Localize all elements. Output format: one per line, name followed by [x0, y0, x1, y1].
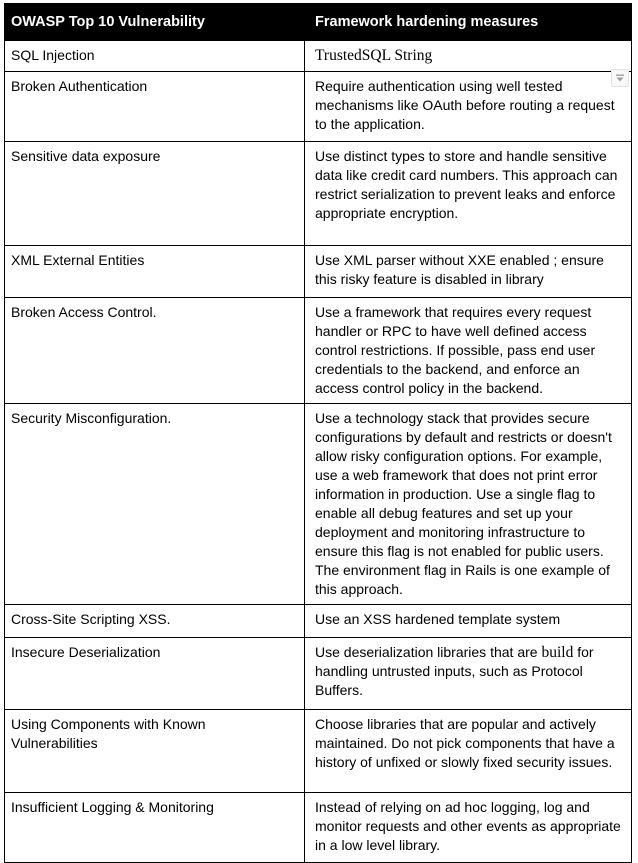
table-row [5, 638, 632, 710]
vulnerability-cell: Insufficient Logging & Monitoring [5, 793, 305, 863]
table-row [5, 793, 632, 863]
header-cell-measures: Framework hardening measures [305, 4, 632, 41]
table-row [5, 246, 632, 298]
measure-text: for handling untrusted inputs, such as Protocol Buffers. [315, 644, 594, 698]
measure-text-serif: TrustedSQL String [315, 47, 433, 64]
vulnerability-cell: Cross-Site Scripting XSS. [5, 605, 305, 638]
table-row [5, 72, 632, 142]
vulnerability-cell: Security Misconfiguration. [5, 404, 305, 605]
table-header-row [5, 4, 632, 41]
vulnerability-cell: SQL Injection [5, 41, 305, 72]
collapsed-comment-button[interactable] [611, 69, 629, 87]
measure-text: Require authentication using well tested mechanisms like OAuth before routing a request to the application. [315, 78, 615, 132]
vulnerability-cell: Broken Authentication [5, 72, 305, 142]
table-row [5, 298, 632, 404]
table-row [5, 404, 632, 605]
owasp-hardening-table [4, 3, 632, 863]
measure-text: Use XML parser without XXE enabled ; ensure this risky feature is disabled in library [315, 252, 604, 287]
measure-text: Choose libraries that are popular and actively maintained. Do not pick components that have a history of unfixed or slowly fixed security issues. [315, 716, 615, 770]
table-row [5, 41, 632, 72]
measure-cell [305, 246, 632, 298]
measure-cell [305, 638, 632, 710]
measure-text-serif: build [541, 644, 574, 661]
table-row [5, 710, 632, 793]
vulnerability-cell: XML External Entities [5, 246, 305, 298]
measure-cell [305, 710, 632, 793]
vulnerability-cell: Using Components with Known Vulnerabilities [5, 710, 305, 793]
measure-text: Use an XSS hardened template system [315, 611, 561, 627]
measure-cell [305, 605, 632, 638]
measure-cell [305, 41, 632, 72]
vulnerability-cell: Sensitive data exposure [5, 142, 305, 246]
measure-text: Use a technology stack that provides secure configurations by default and restricts or doesn't allow risky configuration options. For example, use a web framework that does not print error information in production. Use a single flag to enable all debug features and set up your deployment and monitoring infrastructure to ensure this flag is not enabled for public users. The environment flag in Rails is one example of this approach. [315, 410, 612, 597]
table-row [5, 605, 632, 638]
vulnerability-cell: Insecure Deserialization [5, 638, 305, 710]
table-row [5, 142, 632, 246]
header-cell-vulnerability: OWASP Top 10 Vulnerability [5, 4, 305, 41]
measure-text: Use distinct types to store and handle sensitive data like credit card numbers. This approach can restrict serialization to prevent leaks and enforce appropriate encryption. [315, 148, 618, 221]
measure-cell [305, 298, 632, 404]
collapse-arrow-icon [614, 72, 626, 84]
measure-text: Instead of relying on ad hoc logging, log and monitor requests and other events as appropriate in a low level library. [315, 799, 621, 853]
measure-cell [305, 793, 632, 863]
measure-cell [305, 72, 632, 142]
measure-text: Use deserialization libraries that are [315, 644, 542, 660]
measure-cell [305, 142, 632, 246]
measure-text: Use a framework that requires every request handler or RPC to have well defined access control restrictions. If possible, pass end user credentials to the backend, and enforce an access control policy in the backend. [315, 304, 596, 396]
vulnerability-cell: Broken Access Control. [5, 298, 305, 404]
measure-cell [305, 404, 632, 605]
